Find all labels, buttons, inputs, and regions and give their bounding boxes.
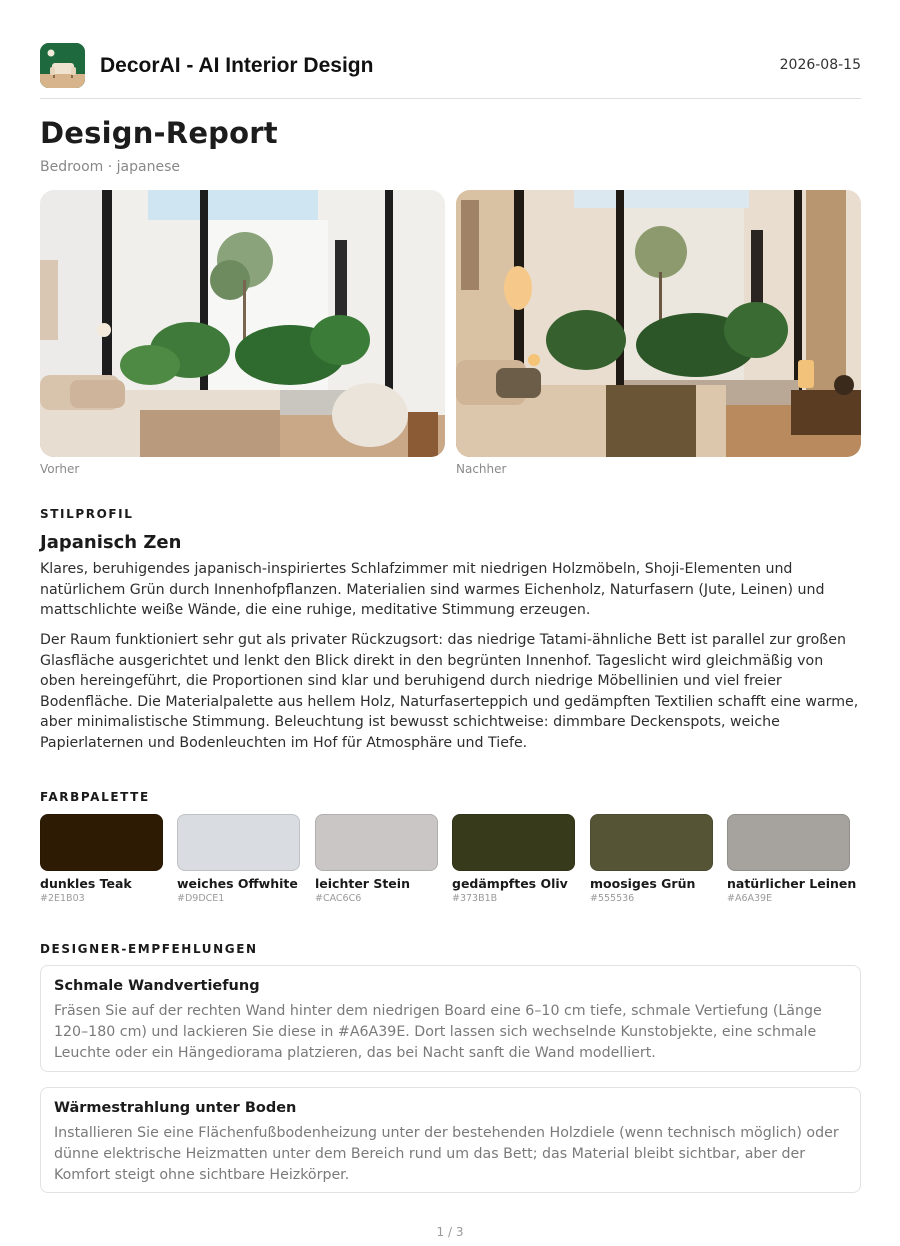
color-name: moosiges Grün — [590, 876, 696, 891]
recommendations-label: DESIGNER-EMPFEHLUNGEN — [40, 942, 258, 956]
page-title: Design-Report — [40, 116, 278, 150]
style-name: Japanisch Zen — [40, 532, 182, 553]
report-date: 2026-08-15 — [779, 57, 861, 73]
page-subtitle: Bedroom · japanese — [40, 159, 180, 175]
after-caption: Nachher — [456, 462, 507, 476]
page-number: 1 / 3 — [436, 1225, 464, 1239]
color-swatch-weiches-offwhite — [177, 814, 300, 871]
before-room-photo — [40, 190, 445, 457]
color-name: dunkles Teak — [40, 876, 132, 891]
report-header — [40, 43, 861, 99]
color-swatch-moosiges-gruen — [590, 814, 713, 871]
color-hex: #2E1B03 — [40, 893, 85, 904]
color-swatch-gedaempftes-oliv — [452, 814, 575, 871]
color-swatch-natuerlicher-leinen — [727, 814, 850, 871]
app-logo-icon — [40, 43, 85, 88]
color-hex: #555536 — [590, 893, 635, 904]
style-summary: Klares, beruhigendes japanisch-inspiriertes Schlafzimmer mit niedrigen Holzmöbeln, Shoji-Elementen und natürlichem Grün durch Innenhofpflanzen. Materialien sind warmes Eichenholz, Naturfasern (Jute, Leinen) und mattschlichte weiße Wände, die eine ruhige, meditative Stimmung erzeugen. — [40, 561, 825, 618]
after-room-photo — [456, 190, 861, 457]
color-hex: #373B1B — [452, 893, 498, 904]
color-hex: #CAC6C6 — [315, 893, 362, 904]
color-hex: #D9DCE1 — [177, 893, 225, 904]
color-hex: #A6A39E — [727, 893, 773, 904]
color-name: leichter Stein — [315, 876, 410, 891]
color-swatch-leichter-stein — [315, 814, 438, 871]
style-analysis: Der Raum funktioniert sehr gut als privater Rückzugsort: das niedrige Tatami-ähnliche Bett ist parallel zur großen Glasfläche ausgerichtet und lenkt den Blick direkt in den begrünten Innenhof. Tageslicht wird gleichmäßig von oben hereingeführt, die Proportionen sind klar und beruhigend durch niedrige Möbellinien und viel freier Bodenfläche. Die Materialpalette aus hellem Holz, Naturfaserteppich und gedämpften Textilien schafft eine warme, aber minimalistische Stimmung. Beleuchtung ist bewusst schichtweise: dimmbare Deckenspots, weiche Papierlaternen und Bodenleuchten im Hof für Atmosphäre und Tiefe. — [40, 632, 859, 751]
recommendation-text: Installieren Sie eine Flächenfußbodenheizung unter der bestehenden Holzdiele (wenn technisch möglich) oder dünne elektrische Heizmatten unter dem Bereich rund um das Bett; das Material bleibt sichtbar, aber der Komfort steigt ohne sichtbare Heizkörper. — [54, 1125, 839, 1183]
recommendation-card — [40, 1087, 861, 1193]
color-name: natürlicher Leinen — [727, 876, 857, 891]
color-swatch-dunkles-teak — [40, 814, 163, 871]
palette-label: FARBPALETTE — [40, 790, 150, 804]
color-name: gedämpftes Oliv — [452, 876, 568, 891]
recommendation-text: Fräsen Sie auf der rechten Wand hinter dem niedrigen Board eine 6–10 cm tiefe, schmale Vertiefung (Länge 120–180 cm) und lackieren Sie diese in #A6A39E. Dort lassen sich wechselnde Kunstobjekte, eine schmale Leuchte oder ein Hängediorama platzieren, das bei Nacht sanft die Wand modelliert. — [54, 1003, 822, 1061]
before-caption: Vorher — [40, 462, 80, 476]
style-profile-label: STILPROFIL — [40, 507, 134, 521]
color-name: weiches Offwhite — [177, 876, 298, 891]
recommendation-title: Wärmestrahlung unter Boden — [54, 1100, 297, 1116]
recommendation-title: Schmale Wandvertiefung — [54, 978, 260, 994]
recommendation-card — [40, 965, 861, 1072]
app-title: DecorAI - AI Interior Design — [100, 54, 374, 77]
